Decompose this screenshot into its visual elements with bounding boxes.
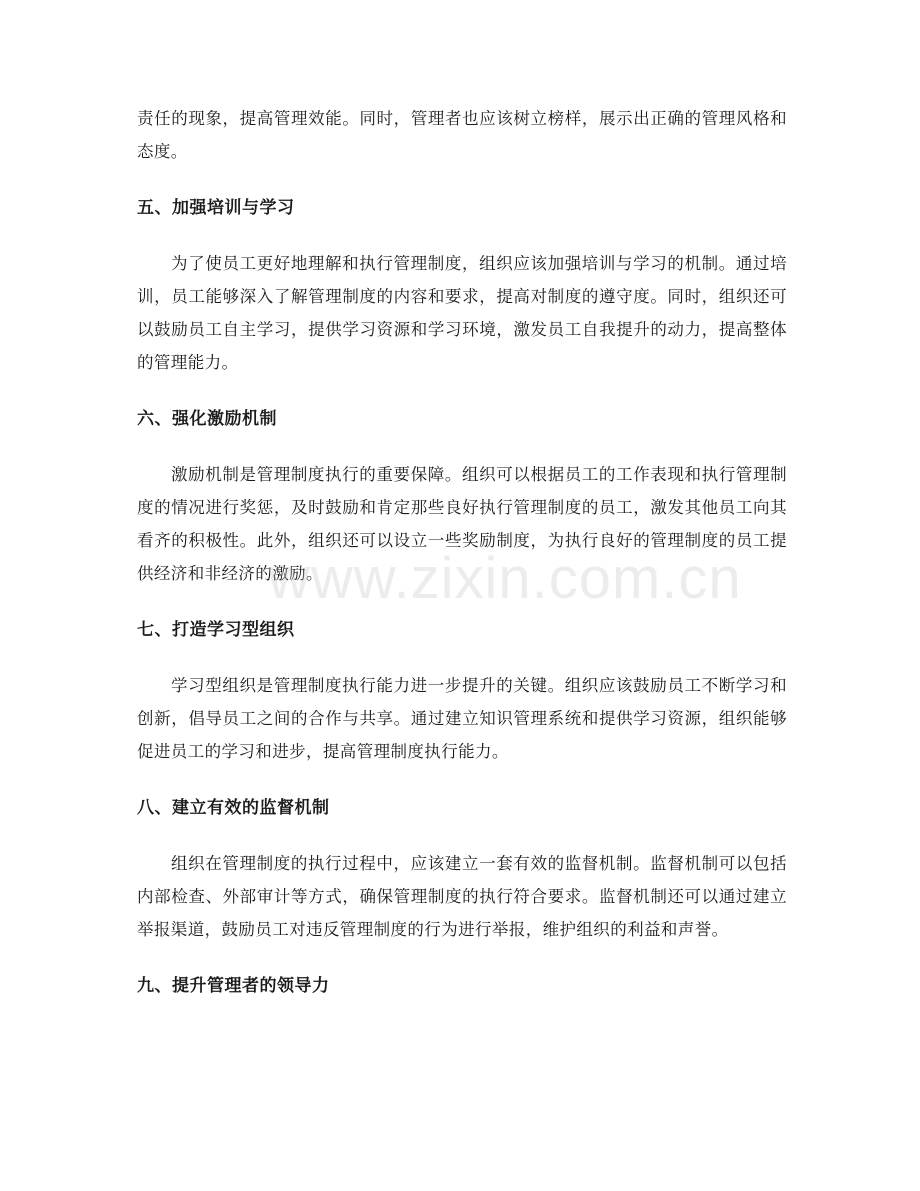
- paragraph-learning-org: 学习型组织是管理制度执行能力进一步提升的关键。组织应该鼓励员工不断学习和创新，倡导员工之间的合作与共享。通过建立知识管理系统和提供学习资源，组织能够促进员工的学习和进步，提高管理制度执行能力。: [137, 676, 787, 761]
- paragraph-continued: 责任的现象，提高管理效能。同时，管理者也应该树立榜样，展示出正确的管理风格和态度。: [137, 109, 787, 161]
- paragraph-incentive: 激励机制是管理制度执行的重要保障。组织可以根据员工的工作表现和执行管理制度的情况进行奖惩，及时鼓励和肯定那些良好执行管理制度的员工，激发其他员工向其看齐的积极性。此外，组织还可以设立一些奖励制度，为执行良好的管理制度的员工提供经济和非经济的激励。: [137, 465, 787, 583]
- section-heading-8: 八、建立有效的监督机制: [137, 798, 330, 818]
- paragraph-supervision: 组织在管理制度的执行过程中，应该建立一套有效的监督机制。监督机制可以包括内部检查、外部审计等方式，确保管理制度的执行符合要求。监督机制还可以通过建立举报渠道，鼓励员工对违反管理制度的行为进行举报，维护组织的利益和声誉。: [137, 854, 787, 939]
- section-heading-7: 七、打造学习型组织: [137, 620, 295, 640]
- section-heading-9: 九、提升管理者的领导力: [137, 976, 330, 996]
- section-heading-6: 六、强化激励机制: [137, 409, 277, 429]
- paragraph-training: 为了使员工更好地理解和执行管理制度，组织应该加强培训与学习的机制。通过培训，员工能够深入了解管理制度的内容和要求，提高对制度的遵守度。同时，组织还可以鼓励员工自主学习，提供学习资源和学习环境，激发员工自我提升的动力，提高整体的管理能力。: [137, 254, 787, 372]
- section-heading-5: 五、加强培训与学习: [137, 198, 295, 218]
- watermark: www.zixin.com.cn: [268, 546, 742, 611]
- document-body: [137, 102, 787, 1003]
